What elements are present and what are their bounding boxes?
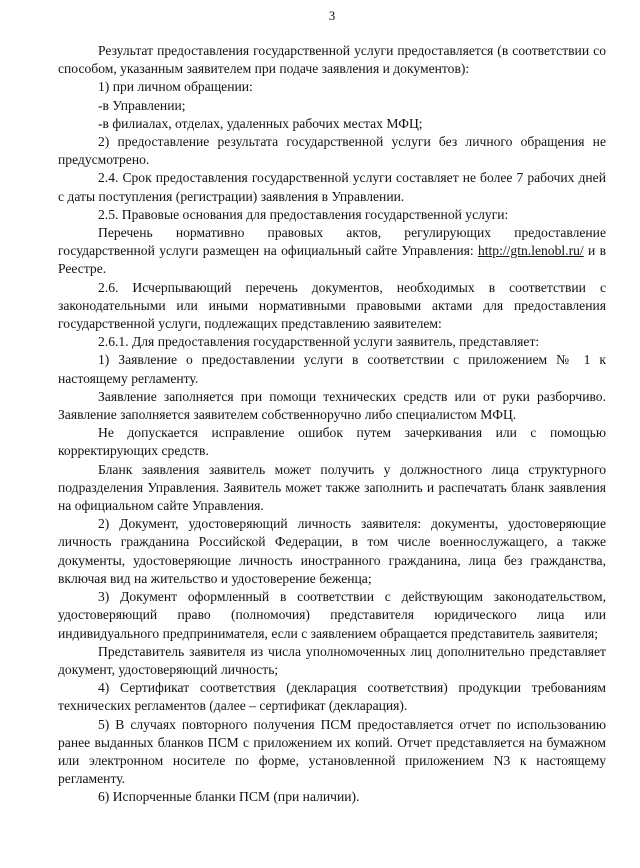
paragraph-item-2-identity: 2) Документ, удостоверяющий личность заявителя: документы, удостоверяющие личность гражданина Российской Федерации, в том числе военнослужащего, а также документы, удостоверяющие личность иностранного гражданина, лица без гражданства, включая вид на жительство и удостоверение беженца; — [58, 516, 606, 586]
document-page — [58, 8, 606, 807]
paragraph-item-1-application: 1) Заявление о предоставлении услуги в соответствии с приложением № 1 к настоящему регламенту. — [58, 352, 606, 386]
paragraph-representative: Представитель заявителя из числа уполномоченных лиц дополнительно представляет документ, удостоверяющий личность; — [58, 643, 606, 677]
paragraph-application-filling: Заявление заполняется при помощи технических средств или от руки разборчиво. Заявление заполняется заявителем собственноручно либо специалистом МФЦ. — [58, 388, 606, 423]
paragraph-legal-acts-list — [58, 224, 606, 279]
paragraph-result-intro: Результат предоставления государственной услуги предоставляется (в соответствии со способом, указанным заявителем при подаче заявления и документов): — [58, 43, 606, 77]
paragraph-in-department: -в Управлении; — [98, 97, 186, 113]
paragraph-no-corrections: Не допускается исправление ошибок путем зачеркивания или с помощью корректирующих средств. — [58, 425, 606, 459]
paragraph-2-6-documents: 2.6. Исчерпывающий перечень документов, необходимых в соответствии с законодательными или иными нормативными правовыми актами для предоставления государственной услуги, подлежащих представлению заявителем: — [58, 279, 606, 332]
page-number: 3 — [328, 8, 336, 23]
paragraph-blank-form: Бланк заявления заявитель может получить у должностного лица структурного подразделения Управления. Заявитель может также заполнить и распечатать бланк заявления на официальном сайте Управления. — [58, 461, 606, 514]
paragraph-no-remote: 2) предоставление результата государственной услуги без личного обращения не предусмотрено. — [58, 134, 606, 168]
paragraph-in-mfc: -в филиалах, отделах, удаленных рабочих местах МФЦ; — [98, 115, 423, 131]
legal-acts-text: Перечень нормативно правовых актов, регулирующих предоставление государственной услуги размещен на официальный сайте Управления: — [58, 225, 606, 259]
paragraph-item-4-certificate: 4) Сертификат соответствия (декларация соответствия) продукции требованиям технических регламентов (далее – сертификат (декларация). — [58, 680, 606, 714]
paragraph-item-5-report: 5) В случаях повторного получения ПСМ предоставляется отчет по использованию ранее выданных бланков ПСМ с приложением их копий. Отчет представляется на бумажном или электронном носителе по форме, установленной приложением N3 к настоящему регламенту. — [58, 716, 606, 787]
paragraph-item-3-authority: 3) Документ оформленный в соответствии с действующим законодательством, удостоверяющий право (полномочия) представителя юридического лица или индивидуального предпринимателя, если с заявлением обращается представитель заявителя; — [58, 589, 606, 641]
paragraph-item-6-spoiled-forms: 6) Испорченные бланки ПСМ (при наличии). — [98, 789, 360, 805]
paragraph-2-5-legal-basis: 2.5. Правовые основания для предоставления государственной услуги: — [98, 206, 509, 222]
paragraph-personal-visit: 1) при личном обращении: — [98, 79, 253, 95]
legal-acts-text-end: и в Реестре. — [58, 243, 607, 277]
paragraph-2-4-term: 2.4. Срок предоставления государственной услуги составляет не более 7 рабочих дней с даты поступления (регистрации) заявления в Управлении. — [58, 170, 606, 204]
official-site-link[interactable]: http://gtn.lenobl.ru/ — [477, 243, 584, 259]
paragraph-2-6-1: 2.6.1. Для предоставления государственной услуги заявитель, представляет: — [98, 334, 540, 350]
